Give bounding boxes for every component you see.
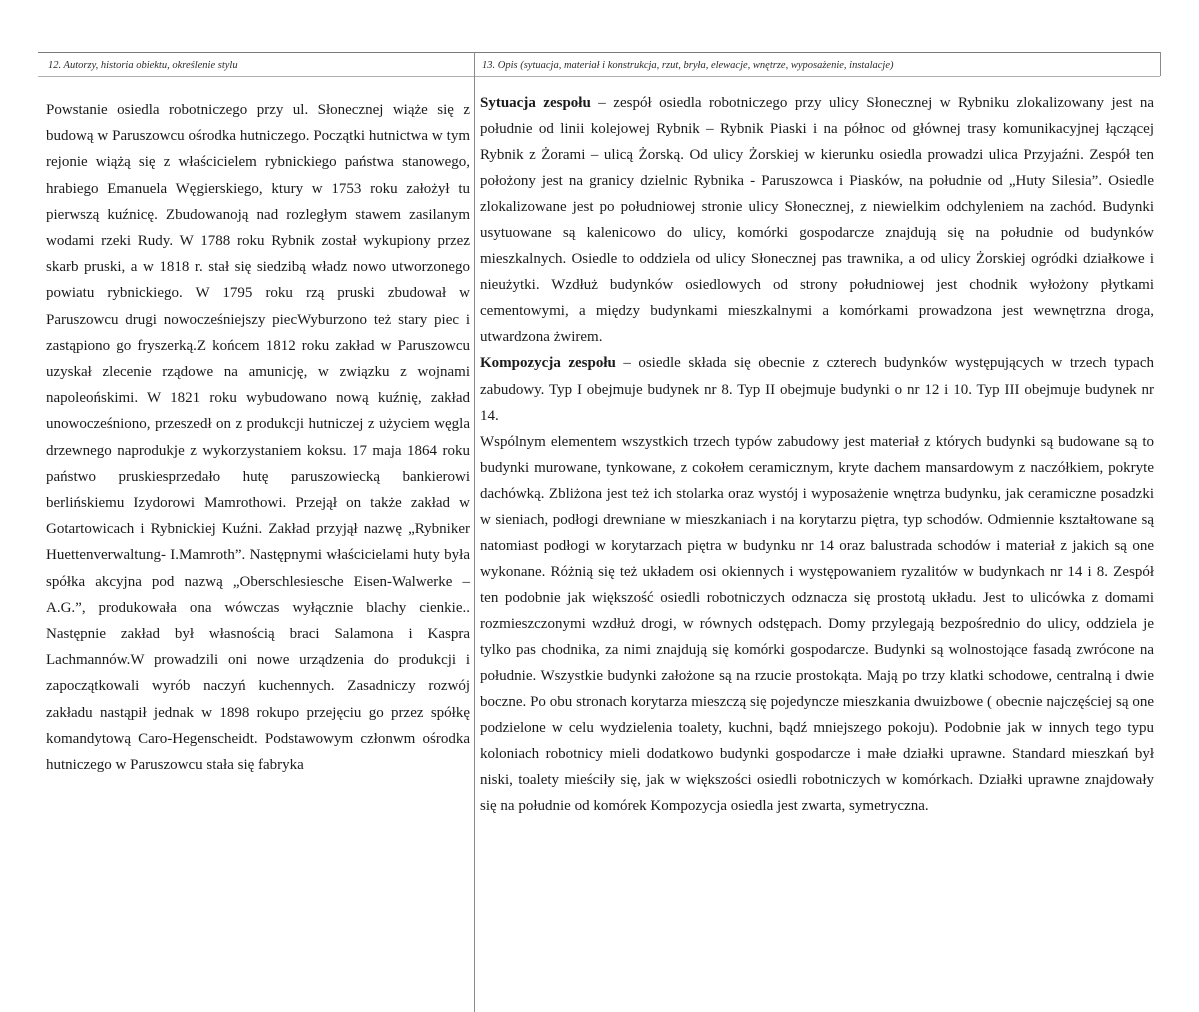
top-rule (38, 52, 1160, 53)
composition-text: – osiedle składa się obecnie z czterech budynków występujących w trzech typach zabudowy. Typ I obejmuje budynek nr 8. Typ II obejmuje budynki o nr 12 i 10. Typ III obejmuje budynek nr 14. (480, 355, 1154, 424)
description-section (480, 90, 1154, 819)
history-section (46, 97, 470, 778)
composition-heading: Kompozycja zespołu (480, 355, 616, 372)
right-column-header: 13. Opis (sytuacja, materiał i konstrukcja, rzut, bryła, elewacje, wnętrze, wyposażenie, instalacje) (482, 60, 894, 71)
header-rule (38, 76, 1160, 77)
situation-text: – zespół osiedla robotniczego przy ulicy Słonecznej w Rybniku zlokalizowany jest na południe od linii kolejowej Rybnik – Rybnik Piaski i na północ od głównej trasy komunikacyjnej łączącej Rybnik z Żorami – ulicą Żorską. Od ulicy Żorskiej w kierunku osiedla prowadzi ulica Przyjaźni. Zespół ten położony jest na granicy dzielnic Rybnika - Paruszowca i Piasków, na południe od „Huty Silesia”. Osiedle zlokalizowane jest po południowej stronie ulicy Słonecznej, z niewielkim odchyleniem na zachód. Budynki usytuowane są kalenicowo do ulicy, komórki gospodarcze znajdują się na południe od budynków mieszkalnych. Osiedle to oddziela od ulicy Słonecznej pas trawnika, a od ulicy Żorskiej ogródki działkowe i nieużytki. Wzdłuż budynków osiedlowych od strony południowej jest chodnik wyłożony płytkami cementowymi, a między budynkami mieszkalnymi a komórkami prowadzona jest wewnętrzna droga, utwardzona żwirem. (480, 95, 1154, 346)
right-border (1160, 52, 1161, 76)
situation-heading: Sytuacja zespołu (480, 95, 591, 111)
column-divider (474, 52, 475, 1012)
left-column-header: 12. Autorzy, historia obiektu, określenie stylu (48, 60, 238, 71)
common-elements-paragraph: Wspólnym elementem wszystkich trzech typów zabudowy jest materiał z których budynki są budowane są to budynki murowane, tynkowane, z cokołem ceramicznym, kryte dachem mansardowym z naczółkiem, pokryte dachówką. Zbliżona jest też ich stolarka oraz wystój i wyposażenie wnętrza budynku, jak ceramiczne posadzki w sieniach, podłogi drewniane w mieszkaniach i na korytarzu piętra, typ schodów. Odmiennie kształtowane są natomiast podłogi w korytarzach piętra w budynku nr 14 oraz balustrada schodów i materiał z jakich są one wykonane. Różnią się też układem osi okiennych i występowaniem ryzalitów w budynkach nr 14 i 8. Zespół ten podobnie jak większość osiedli robotniczych odznacza się prostotą układu. Jest to ulicówka z domami rozmieszczonymi wzdłuż drogi, w równych odstępach. Domy przylegają bezpośrednio do ulicy, oddziela je tylko pas chodnika, za nimi znajdują się komórki gospodarcze. Budynki są wolnostojące fasadą zwrócone na południe. Wszystkie budynki założone są na rzucie prostokąta. Mają po trzy klatki schodowe, centralną i dwie boczne. Po obu stronach korytarza mieszczą się pojedyncze mieszkania dwuizbowe ( obecnie najczęściej są one podzielone w celu wydzielenia toalety, kuchni, bądź mniejszego pokoju). Podobnie jak w innych tego typu koloniach robotnicy mieli dodatkowo budynki gospodarcze i małe działki uprawne. Standard mieszkań był niski, toalety mieściły się, jak w większości osiedli robotniczych w komórkach. Działki uprawne znajdowały się na południe od komórek Kompozycja osiedla jest zwarta, symetryczna. (480, 433, 1154, 815)
history-text: Powstanie osiedla robotniczego przy ul. Słonecznej wiąże się z budową w Paruszowcu ośrodka hutniczego. Początki hutnictwa w tym rejonie wiążą się z właścicielem rybnickiego państwa stanowego, hrabiego Emanuela Węgierskiego, ktury w 1753 roku założył tu pierwszą kuźnicę. Zbudowanoją nad rozległym stawem zasilanym wodami rzeki Rudy. W 1788 roku Rybnik został wykupiony przez skarb pruski, a w 1818 r. stał się siedzibą władz nowo utworzonego powiatu rybnickiego. W 1795 roku rzą pruski zbudował w Paruszowcu drugi nowocześniejszy piecWyburzono też stary piec i zastąpiono go fryszerką.Z końcem 1812 roku zakład w Paruszowcu uzyskał zlecenie rządowe na amunicję, w związku z wojnami napoleońskimi. W 1821 roku wybudowano nową kuźnię, zakład unowocześniono, przeszedł on z produkcji hutniczej z użyciem węgla drzewnego naprodukje z wykorzystaniem koksu. 17 maja 1864 roku państwo pruskiesprzedało hutę paruszowiecką bankierowi berlińskiemu Izydorowi Mamrothowi. Przejął on także zakład w Gotartowicach i Rybnickiej Kuźni. Zakład przyjął nazwę „Rybniker Huettenverwaltung- I.Mamroth”. Następnymi właścicielami huty była spółka akcyjna pod nazwą „Oberschlesiesche Eisen-Walwerke – A.G.”, produkowała ona wówczas wyłącznie blachy cienkie.. Następnie zakład był własnością braci Salamona i Kaspra Lachmannów.W prowadzili oni nowe urządzenia do produkcji i zapoczątkowali wyrób naczyń kuchennych. Zasadniczy rozwój zakładu nastąpił jednak w 1898 rokupo przejęciu go przez spółkę komandytową Caro-Hegenscheidt. Podstawowym członwm ośrodka hutniczego w Paruszowcu stała się fabryka (46, 102, 470, 774)
composition-paragraph (480, 350, 1154, 428)
situation-paragraph (480, 90, 1154, 350)
